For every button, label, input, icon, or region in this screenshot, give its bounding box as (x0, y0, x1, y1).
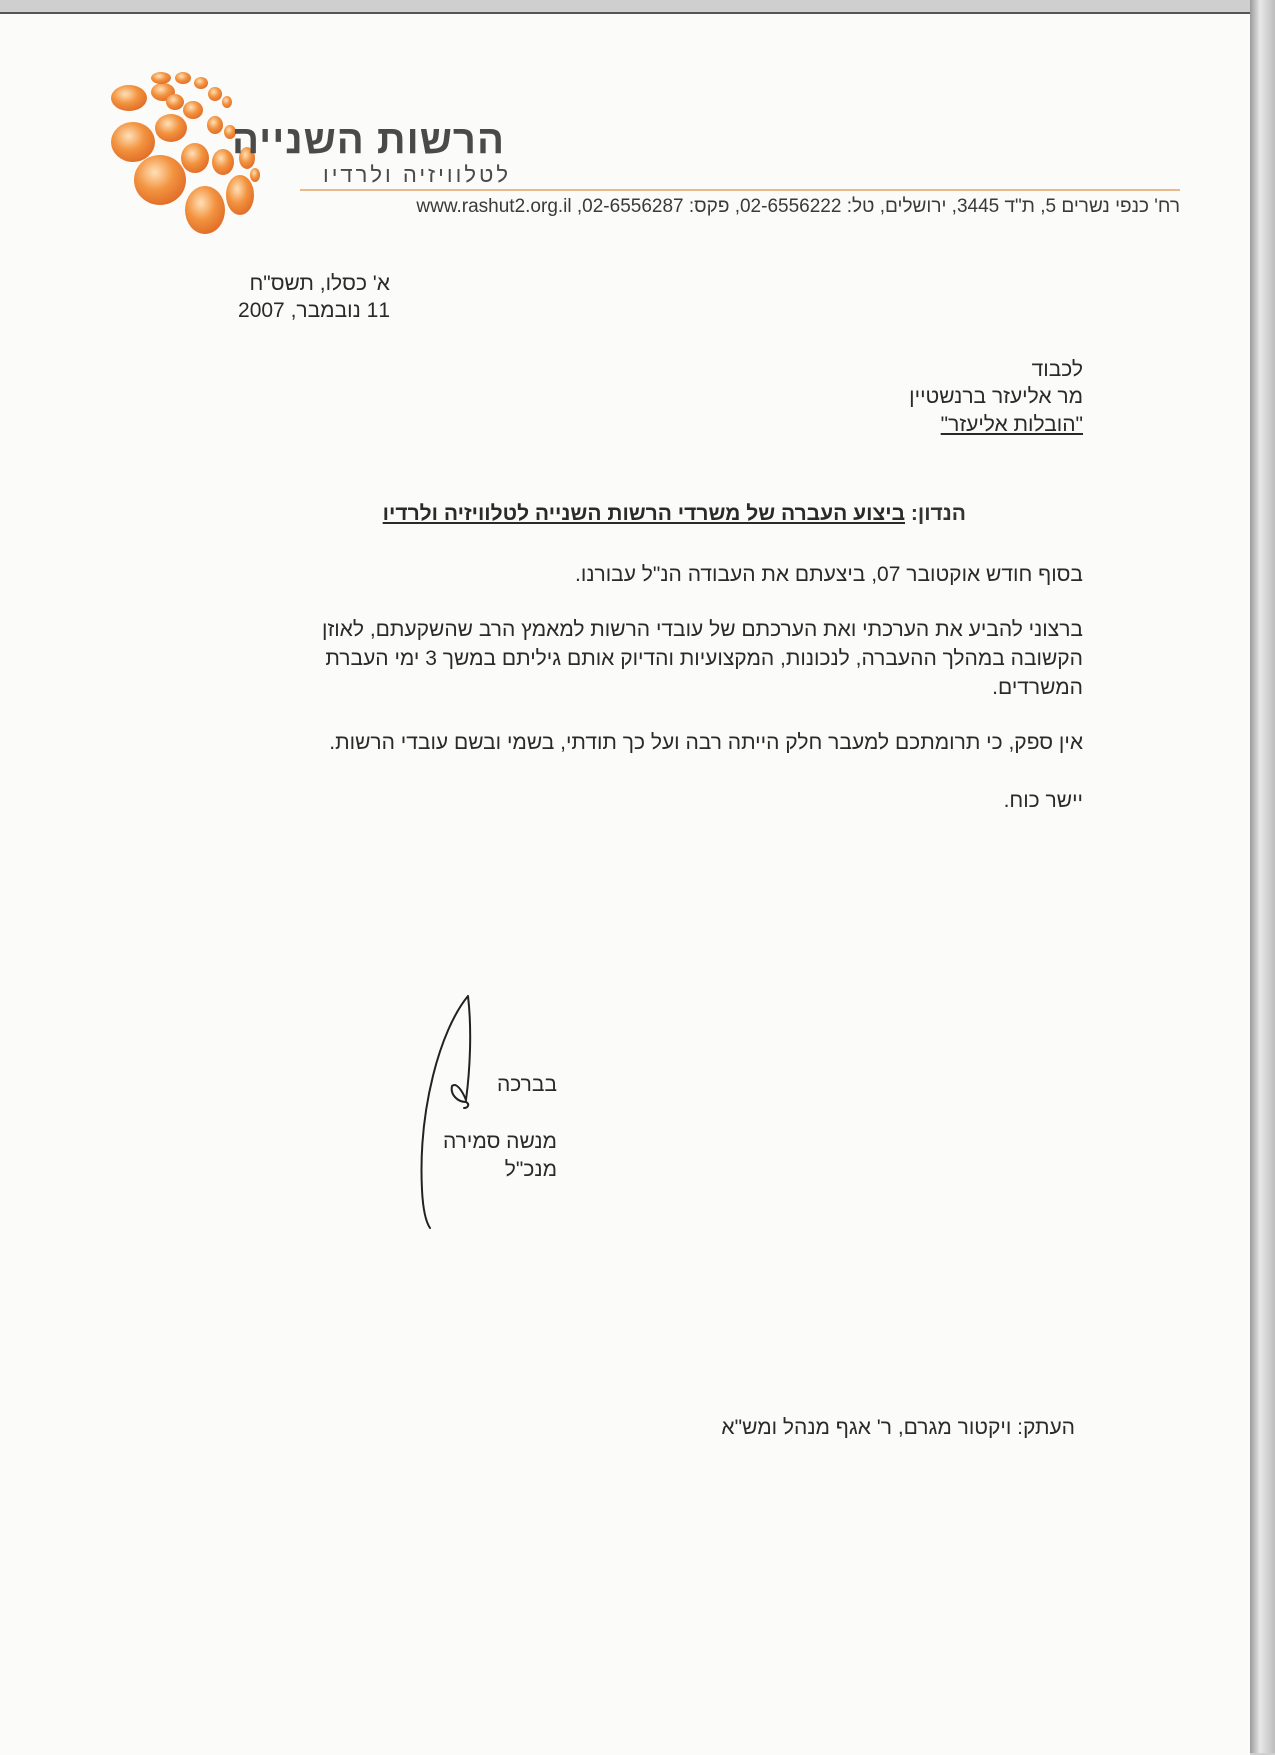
subject-text: ביצוע העברה של משרדי הרשות השנייה לטלוויזיה ולרדיו (382, 502, 906, 525)
scan-edge (1250, 0, 1275, 1753)
address-text: רח' כנפי נשרים 5, ת"ד 3445, ירושלים, טל: 02-6556222, פקס: 02-6556287, (576, 196, 1180, 217)
cc-line: העתק: ויקטור מגרם, ר' אגף מנהל ומש"א (721, 1416, 1075, 1439)
org-subtitle: לטלוויזיה ולרדיו (322, 162, 511, 187)
org-logo-icon (105, 70, 305, 270)
body-paragraph-1: בסוף חודש אוקטובר 07, ביצעתם את העבודה הנ"ל עבורנו. (575, 563, 1083, 586)
org-address (416, 196, 1180, 218)
date-hebrew: א' כסלו, תשס"ח (249, 272, 390, 295)
date-gregorian: 11 נובמבר, 2007 (238, 299, 390, 322)
recipient-company: "הובלות אליעזר" (940, 413, 1083, 436)
letter-page (0, 12, 1250, 1755)
body-paragraph-4: יישר כוח. (1003, 789, 1083, 812)
letterhead-divider (300, 189, 1180, 191)
body-paragraph-2 (322, 615, 1083, 702)
website-link[interactable]: www.rashut2.org.il (416, 196, 572, 217)
recipient-name: מר אליעזר ברנשטיין (909, 385, 1083, 408)
org-name: הרשות השנייה (231, 118, 505, 162)
body-paragraph-2-line: ברצוני להביע את הערכתי ואת הערכתם של עובדי הרשות למאמץ הרב שהשקעתם, לאוזן (321, 618, 1083, 641)
handwritten-signature (410, 990, 490, 1230)
closing-greeting: בברכה (496, 1073, 557, 1096)
subject-label: הנדון: (910, 502, 966, 525)
body-paragraph-2-line: המשרדים. (992, 676, 1083, 699)
subject-line (383, 502, 966, 526)
body-paragraph-3: אין ספק, כי תרומתכם למעבר חלק הייתה רבה ועל כך תודתי, בשמי ובשם עובדי הרשות. (329, 731, 1083, 754)
recipient-salutation: לכבוד (1031, 358, 1083, 381)
signer-name: מנשה סמירה (442, 1130, 557, 1153)
body-paragraph-2-line: הקשובה במהלך ההעברה, לנכונות, המקצועיות והדיוק אותם גיליתם במשך 3 ימי העברת (325, 647, 1083, 670)
signer-title: מנכ"ל (504, 1158, 557, 1181)
